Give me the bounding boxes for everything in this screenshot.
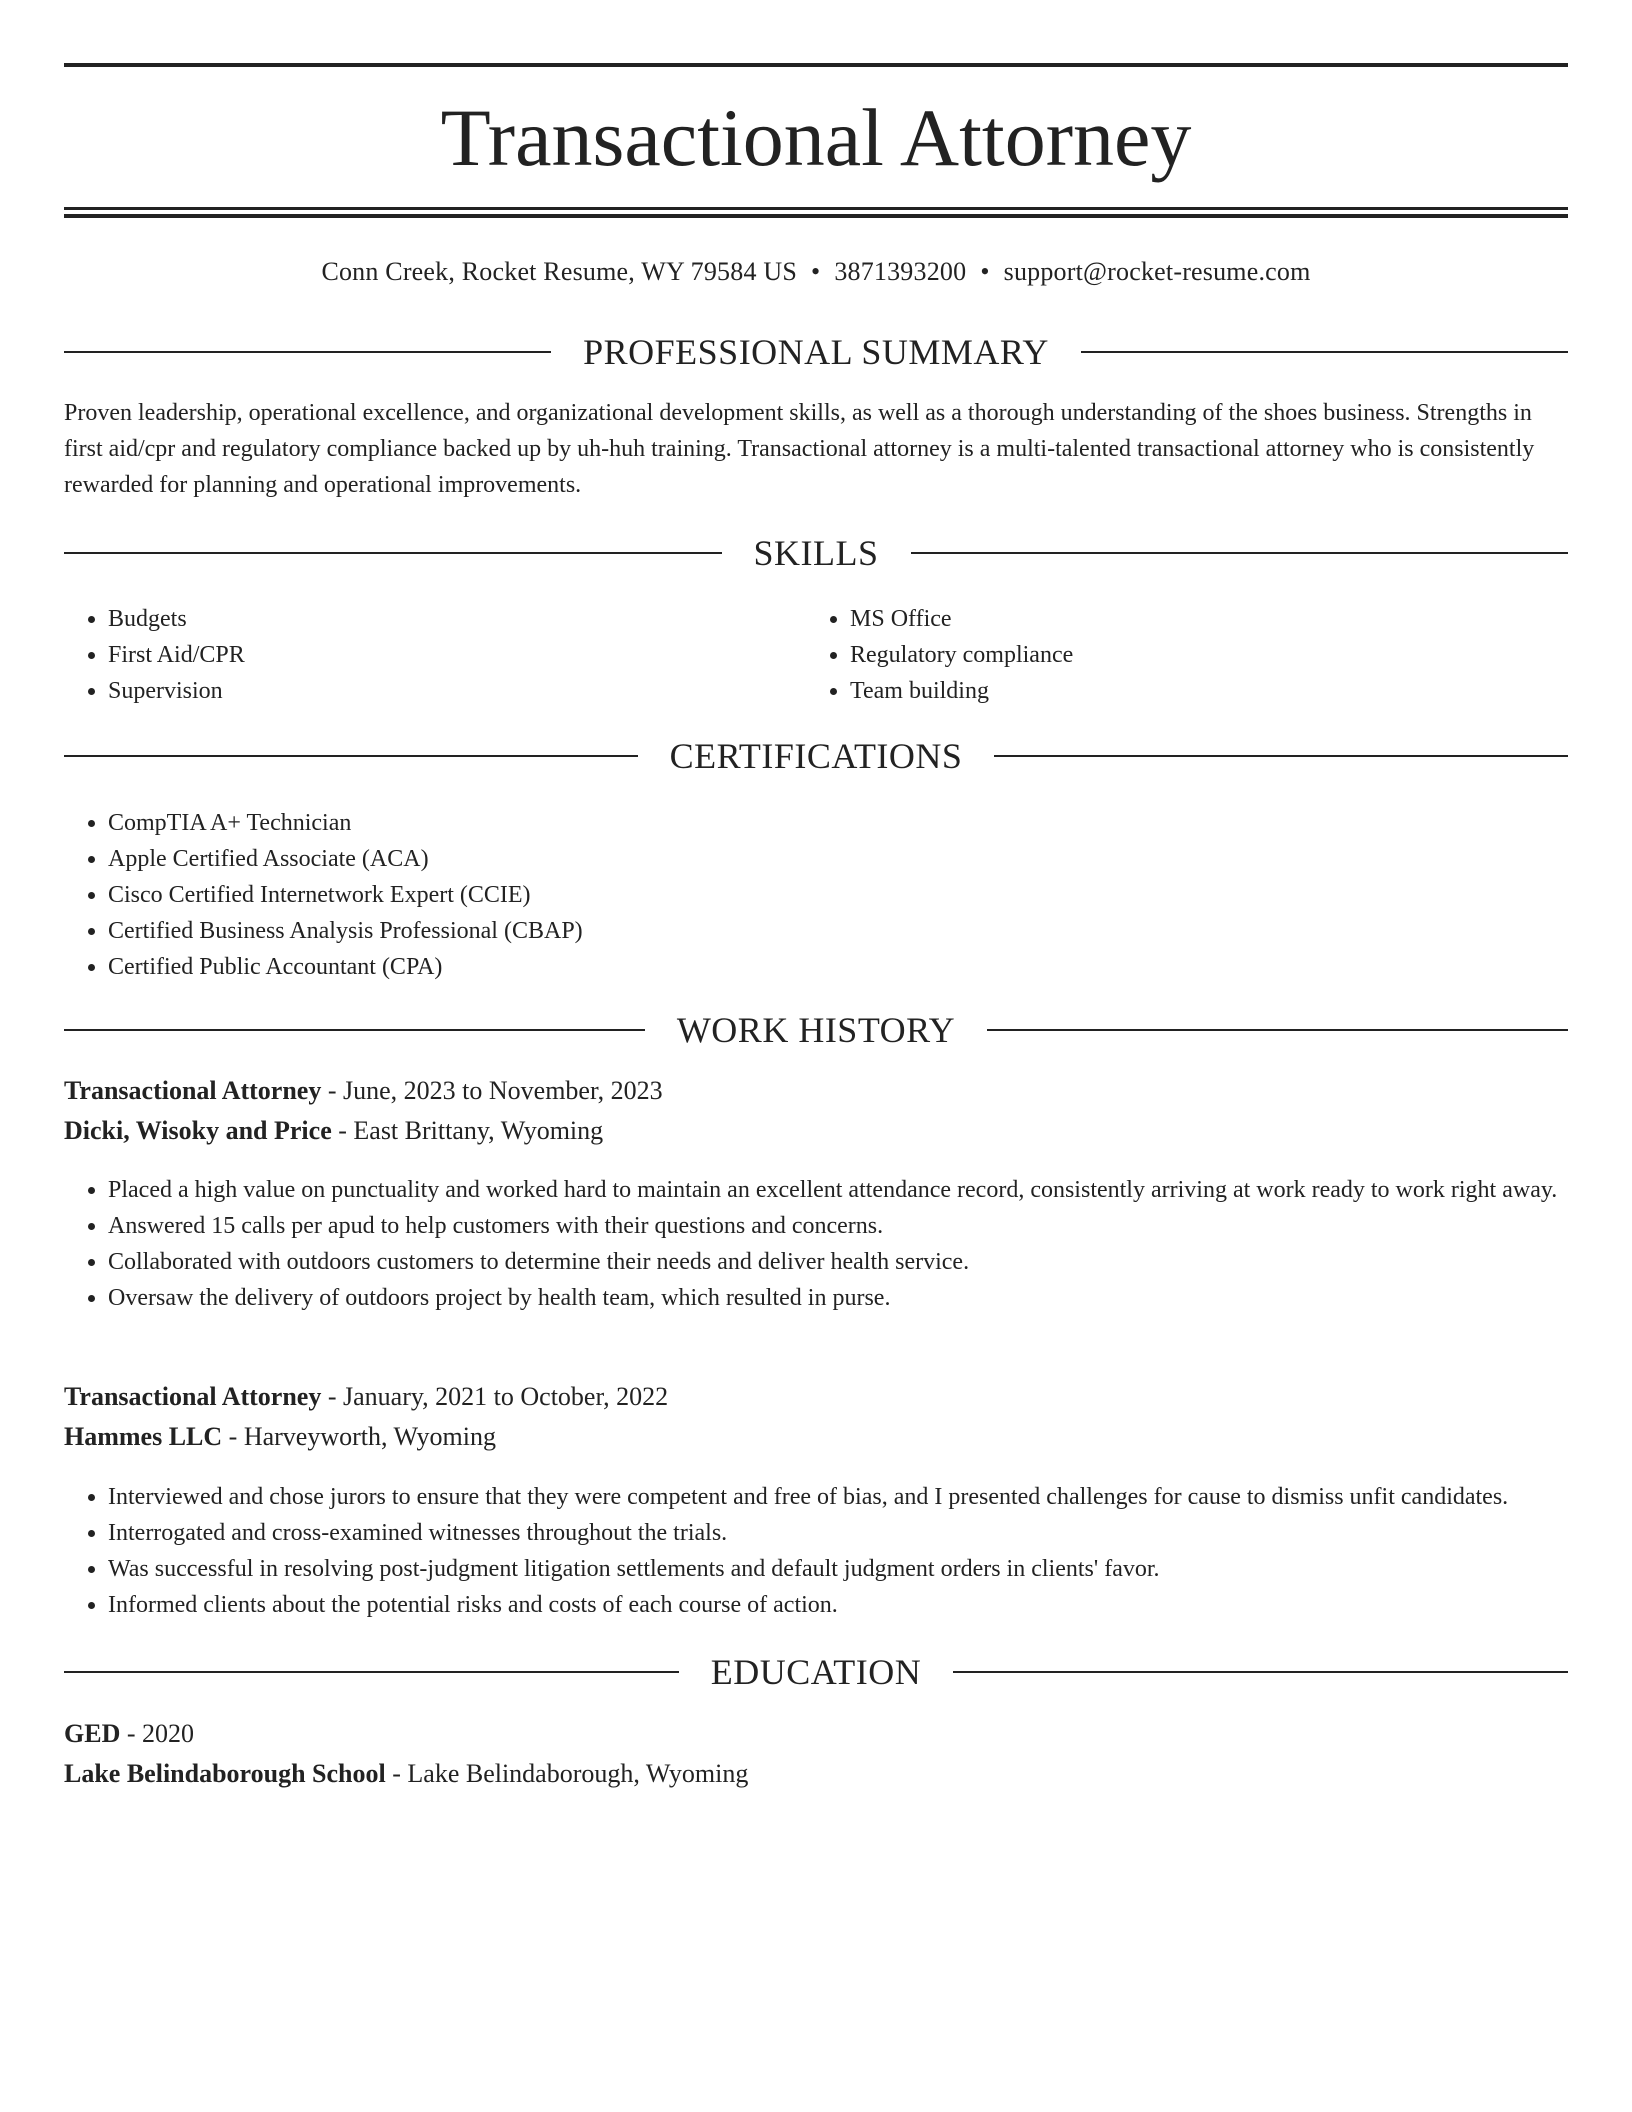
job-location: - East Brittany, Wyoming <box>331 1116 604 1145</box>
contact-address: Conn Creek, Rocket Resume, WY 79584 US <box>321 257 797 286</box>
education-degree: GED <box>64 1719 121 1748</box>
job-bullet: • Interviewed and chose jurors to ensure that they were competent and free of bias, and I presented challenges for cause to dismiss unfit candidates. <box>108 1479 1568 1515</box>
certification-item: • Certified Business Analysis Professional (CBAP) <box>108 913 1568 949</box>
contact-line <box>64 254 1568 290</box>
heading-rule <box>1081 351 1568 353</box>
certification-item: • Cisco Certified Internetwork Expert (CCIE) <box>108 877 1568 913</box>
heading-rule <box>64 755 638 757</box>
contact-separator: • <box>980 257 990 286</box>
section-title: PROFESSIONAL SUMMARY <box>583 332 1049 372</box>
job-title-line <box>64 1377 1568 1417</box>
education-degree-line <box>64 1714 1568 1754</box>
heading-rule <box>64 1671 679 1673</box>
education-entry <box>64 1714 1568 1794</box>
certification-item: • Certified Public Accountant (CPA) <box>108 949 1568 985</box>
job-title: Transactional Attorney <box>64 1382 322 1411</box>
heading-rule <box>953 1671 1568 1673</box>
heading-rule <box>64 552 722 554</box>
job-company-line <box>64 1111 1568 1151</box>
skills-list <box>64 601 1568 709</box>
job-bullet: • Informed clients about the potential risks and costs of each course of action. <box>108 1587 1568 1623</box>
section-title: CERTIFICATIONS <box>669 736 963 776</box>
section-title: WORK HISTORY <box>676 1010 956 1050</box>
heading-rule <box>987 1029 1568 1031</box>
education-location: - Lake Belindaborough, Wyoming <box>385 1759 749 1788</box>
job-title: Transactional Attorney <box>64 1076 322 1105</box>
job-bullet: • Placed a high value on punctuality and worked hard to maintain an excellent attendance record, consistently arriving at work ready to work right away. <box>108 1172 1568 1208</box>
section-heading-summary <box>64 330 1568 374</box>
job-bullet: • Was successful in resolving post-judgment litigation settlements and default judgment orders in clients' favor. <box>108 1551 1568 1587</box>
job-bullet: • Collaborated with outdoors customers to determine their needs and deliver health service. <box>108 1244 1568 1280</box>
certification-item: • Apple Certified Associate (ACA) <box>108 841 1568 877</box>
education-school: Lake Belindaborough School <box>64 1759 386 1788</box>
job-dates: - January, 2021 to October, 2022 <box>321 1382 669 1411</box>
section-heading-education <box>64 1650 1568 1694</box>
skill-item: • Regulatory compliance <box>850 637 1548 673</box>
job-dates: - June, 2023 to November, 2023 <box>321 1076 663 1105</box>
heading-rule <box>994 755 1568 757</box>
top-rule <box>64 63 1568 67</box>
heading-rule <box>64 1029 645 1031</box>
contact-phone: 3871393200 <box>834 257 967 286</box>
job-entry <box>64 1071 1568 1151</box>
skill-item: • MS Office <box>850 601 1548 637</box>
header-rule-upper <box>64 207 1568 210</box>
job-entry <box>64 1377 1568 1457</box>
section-heading-certifications <box>64 734 1568 778</box>
certification-item: • CompTIA A+ Technician <box>108 805 1568 841</box>
job-bullets <box>64 1479 1568 1623</box>
skill-item: • First Aid/CPR <box>108 637 806 673</box>
skill-item: • Budgets <box>108 601 806 637</box>
section-title: EDUCATION <box>710 1652 922 1692</box>
skill-item: • Team building <box>850 673 1548 709</box>
job-bullets <box>64 1172 1568 1316</box>
contact-email: support@rocket-resume.com <box>1003 257 1311 286</box>
job-company: Hammes LLC <box>64 1422 223 1451</box>
job-company-line <box>64 1417 1568 1457</box>
contact-separator: • <box>811 257 821 286</box>
resume-name: Transactional Attorney <box>440 92 1192 183</box>
job-bullet: • Oversaw the delivery of outdoors project by health team, which resulted in purse. <box>108 1280 1568 1316</box>
section-heading-work <box>64 1008 1568 1052</box>
skill-item: • Supervision <box>108 673 806 709</box>
skills-column-left <box>64 601 806 709</box>
section-title: SKILLS <box>753 533 879 573</box>
heading-rule <box>911 552 1569 554</box>
certifications-list <box>64 805 1568 985</box>
skills-column-right <box>806 601 1548 709</box>
job-bullet: • Answered 15 calls per apud to help customers with their questions and concerns. <box>108 1208 1568 1244</box>
job-company: Dicki, Wisoky and Price <box>64 1116 332 1145</box>
heading-rule <box>64 351 551 353</box>
education-year: - 2020 <box>120 1719 195 1748</box>
education-school-line <box>64 1754 1568 1794</box>
job-location: - Harveyworth, Wyoming <box>222 1422 496 1451</box>
job-title-line <box>64 1071 1568 1111</box>
section-heading-skills <box>64 531 1568 575</box>
summary-text: Proven leadership, operational excellence, and organizational development skills, as well as a thorough understanding of the shoes business. Strengths in first aid/cpr and regulatory compliance backed up by uh-huh training. Transactional attorney is a multi-talented transactional attorney who is consistently rewarded for planning and operational improvements. <box>64 400 1535 498</box>
job-bullet: • Interrogated and cross-examined witnesses throughout the trials. <box>108 1515 1568 1551</box>
header-rule-lower <box>64 214 1568 218</box>
